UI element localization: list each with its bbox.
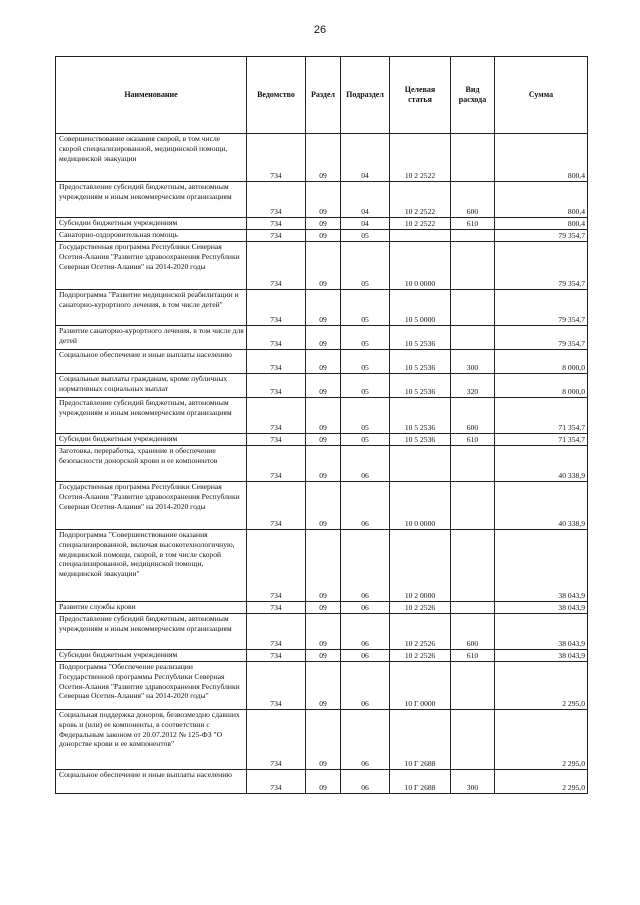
row-section: 09 [306, 218, 341, 230]
row-subsection: 06 [341, 662, 390, 710]
table-body [56, 134, 588, 794]
row-dept: 734 [247, 446, 306, 482]
row-dept: 734 [247, 230, 306, 242]
row-name: Субсидии бюджетным учреждениям [56, 650, 247, 662]
row-subsection: 04 [341, 182, 390, 218]
row-article: 10 5 2536 [390, 434, 451, 446]
row-sum: 38 043,9 [495, 530, 588, 602]
row-section: 09 [306, 446, 341, 482]
table-row [56, 230, 588, 242]
row-sum: 79 354,7 [495, 326, 588, 350]
row-name: Государственная программа Республики Северная Осетия-Алания "Развитие здравоохранения Республики Северная Осетия-Алания" на 2014-2020 годы [56, 242, 247, 290]
row-expense-type [451, 326, 495, 350]
header-subsection: Подраздел [341, 57, 390, 134]
table-row [56, 350, 588, 374]
row-subsection: 05 [341, 434, 390, 446]
row-section: 09 [306, 614, 341, 650]
row-article: 10 2 2526 [390, 602, 451, 614]
row-expense-type [451, 230, 495, 242]
row-expense-type [451, 446, 495, 482]
row-expense-type: 600 [451, 398, 495, 434]
table-row [56, 662, 588, 710]
row-name: Развитие службы крови [56, 602, 247, 614]
row-name: Социальная поддержка доноров, безвозмездно сдавших кровь и (или) ее компоненты, в соответствии с Федеральным законом от 20.07.2012 № 125-ФЗ "О донорстве крови и ее компонентов" [56, 710, 247, 770]
row-subsection: 05 [341, 398, 390, 434]
row-name: Субсидии бюджетным учреждениям [56, 218, 247, 230]
row-sum: 40 338,9 [495, 482, 588, 530]
row-expense-type [451, 662, 495, 710]
row-section: 09 [306, 530, 341, 602]
row-section: 09 [306, 770, 341, 794]
header-dept: Ведомство [247, 57, 306, 134]
row-dept: 734 [247, 602, 306, 614]
row-article [390, 230, 451, 242]
row-section: 09 [306, 242, 341, 290]
row-sum: 79 354,7 [495, 290, 588, 326]
row-article: 10 5 0000 [390, 290, 451, 326]
row-dept: 734 [247, 710, 306, 770]
row-sum: 71 354,7 [495, 398, 588, 434]
row-article: 10 5 2536 [390, 398, 451, 434]
row-sum: 79 354,7 [495, 230, 588, 242]
row-section: 09 [306, 290, 341, 326]
row-dept: 734 [247, 326, 306, 350]
row-dept: 734 [247, 134, 306, 182]
row-section: 09 [306, 650, 341, 662]
row-section: 09 [306, 182, 341, 218]
row-subsection: 05 [341, 350, 390, 374]
table-row [56, 398, 588, 434]
row-subsection: 06 [341, 710, 390, 770]
table-row [56, 182, 588, 218]
row-name: Субсидии бюджетным учреждениям [56, 434, 247, 446]
row-subsection: 06 [341, 602, 390, 614]
row-expense-type [451, 134, 495, 182]
row-section: 09 [306, 134, 341, 182]
row-sum: 2 295,0 [495, 662, 588, 710]
row-subsection: 05 [341, 290, 390, 326]
row-name: Развитие санаторно-курортного лечения, в том числе для детей [56, 326, 247, 350]
row-subsection: 05 [341, 230, 390, 242]
row-expense-type: 600 [451, 614, 495, 650]
row-subsection: 06 [341, 770, 390, 794]
row-expense-type [451, 530, 495, 602]
row-sum: 8 000,0 [495, 350, 588, 374]
row-name: Предоставление субсидий бюджетным, автономным учреждениям и иным некоммерческим организациям [56, 182, 247, 218]
table-row [56, 374, 588, 398]
table-row [56, 650, 588, 662]
row-dept: 734 [247, 242, 306, 290]
header-expense-type: Вид расхода [451, 57, 495, 134]
row-name: Подпрограмма "Обеспечение реализации Государственной программы Республики Северная Осетия-Алания "Развитие здравоохранения Республики Северная Осетия-Алания" на 2014-2020 годы" [56, 662, 247, 710]
row-section: 09 [306, 350, 341, 374]
row-article: 10 5 2536 [390, 374, 451, 398]
row-subsection: 05 [341, 374, 390, 398]
row-section: 09 [306, 326, 341, 350]
table-row [56, 326, 588, 350]
row-section: 09 [306, 662, 341, 710]
row-expense-type [451, 482, 495, 530]
table-row [56, 482, 588, 530]
row-expense-type: 610 [451, 434, 495, 446]
row-expense-type: 610 [451, 218, 495, 230]
row-article: 10 Г 2688 [390, 710, 451, 770]
table-row [56, 242, 588, 290]
row-name: Заготовка, переработка, хранение и обеспечение безопасности донорской крови и ее компонентов [56, 446, 247, 482]
row-sum: 800,4 [495, 182, 588, 218]
row-subsection: 06 [341, 482, 390, 530]
row-article: 10 0 0000 [390, 242, 451, 290]
budget-table [55, 56, 588, 794]
row-sum: 38 043,9 [495, 614, 588, 650]
row-subsection: 04 [341, 134, 390, 182]
table-row [56, 446, 588, 482]
row-dept: 734 [247, 182, 306, 218]
row-expense-type [451, 710, 495, 770]
row-sum: 38 043,9 [495, 650, 588, 662]
row-dept: 734 [247, 650, 306, 662]
row-sum: 8 000,0 [495, 374, 588, 398]
table-row [56, 290, 588, 326]
row-expense-type: 300 [451, 350, 495, 374]
row-name: Социальное обеспечение и иные выплаты населению [56, 770, 247, 794]
table-row [56, 434, 588, 446]
row-dept: 734 [247, 374, 306, 398]
row-sum: 2 295,0 [495, 770, 588, 794]
header-name: Наименование [56, 57, 247, 134]
row-dept: 734 [247, 350, 306, 374]
row-expense-type [451, 602, 495, 614]
row-section: 09 [306, 434, 341, 446]
row-article: 10 Г 2688 [390, 770, 451, 794]
row-expense-type [451, 242, 495, 290]
row-name: Совершенствование оказания скорой, в том числе скорой специализированной, медицинской помощи, медицинской эвакуации [56, 134, 247, 182]
row-sum: 71 354,7 [495, 434, 588, 446]
row-section: 09 [306, 482, 341, 530]
row-name: Государственная программа Республики Северная Осетия-Алания "Развитие здравоохранения Республики Северная Осетия-Алания" на 2014-2020 годы [56, 482, 247, 530]
row-article: 10 2 0000 [390, 530, 451, 602]
row-dept: 734 [247, 530, 306, 602]
row-subsection: 06 [341, 650, 390, 662]
header-article: Целевая статья [390, 57, 451, 134]
row-expense-type [451, 290, 495, 326]
table-header-row [56, 57, 588, 134]
row-article: 10 5 2536 [390, 350, 451, 374]
row-dept: 734 [247, 434, 306, 446]
table-row [56, 602, 588, 614]
table-row [56, 218, 588, 230]
row-article: 10 Г 0000 [390, 662, 451, 710]
row-section: 09 [306, 230, 341, 242]
row-subsection: 05 [341, 326, 390, 350]
row-section: 09 [306, 710, 341, 770]
row-name: Предоставление субсидий бюджетным, автономным учреждениям и иным некоммерческим организациям [56, 398, 247, 434]
row-name: Подпрограмма "Совершенствование оказания специализированной, включая высокотехнологичную, медицинской помощи, скорой, в том числе скорой специализированной, медицинской помощи, медицинской эвакуации" [56, 530, 247, 602]
row-article: 10 5 2536 [390, 326, 451, 350]
row-subsection: 06 [341, 614, 390, 650]
row-section: 09 [306, 374, 341, 398]
row-subsection: 05 [341, 242, 390, 290]
row-sum: 38 043,9 [495, 602, 588, 614]
row-sum: 800,4 [495, 134, 588, 182]
row-dept: 734 [247, 482, 306, 530]
row-dept: 734 [247, 398, 306, 434]
row-article: 10 2 2526 [390, 650, 451, 662]
table-row [56, 134, 588, 182]
table-row [56, 530, 588, 602]
row-subsection: 04 [341, 218, 390, 230]
row-name: Подпрограмма "Развитие медицинской реабилитации и санаторно-курортного лечения, в том числе детей" [56, 290, 247, 326]
row-dept: 734 [247, 614, 306, 650]
row-name: Предоставление субсидий бюджетным, автономным учреждениям и иным некоммерческим организациям [56, 614, 247, 650]
row-expense-type: 320 [451, 374, 495, 398]
row-sum: 40 338,9 [495, 446, 588, 482]
row-expense-type: 610 [451, 650, 495, 662]
row-article: 10 2 2522 [390, 218, 451, 230]
table-row [56, 770, 588, 794]
row-article: 10 0 0000 [390, 482, 451, 530]
row-sum: 800,4 [495, 218, 588, 230]
row-name: Социальное обеспечение и иные выплаты населению [56, 350, 247, 374]
row-article: 10 2 2526 [390, 614, 451, 650]
row-name: Социальные выплаты гражданам, кроме публичных нормативных социальных выплат [56, 374, 247, 398]
row-dept: 734 [247, 662, 306, 710]
row-expense-type: 300 [451, 770, 495, 794]
row-section: 09 [306, 398, 341, 434]
row-dept: 734 [247, 218, 306, 230]
row-sum: 2 295,0 [495, 710, 588, 770]
row-subsection: 06 [341, 530, 390, 602]
header-sum: Сумма [495, 57, 588, 134]
row-article [390, 446, 451, 482]
row-sum: 79 354,7 [495, 242, 588, 290]
table-row [56, 710, 588, 770]
page-number: 26 [313, 24, 327, 36]
row-name: Санаторно-оздоровительная помощь [56, 230, 247, 242]
row-expense-type: 600 [451, 182, 495, 218]
row-article: 10 2 2522 [390, 134, 451, 182]
row-section: 09 [306, 602, 341, 614]
table-row [56, 614, 588, 650]
header-section: Раздел [306, 57, 341, 134]
row-subsection: 06 [341, 446, 390, 482]
row-article: 10 2 2522 [390, 182, 451, 218]
row-dept: 734 [247, 770, 306, 794]
row-dept: 734 [247, 290, 306, 326]
